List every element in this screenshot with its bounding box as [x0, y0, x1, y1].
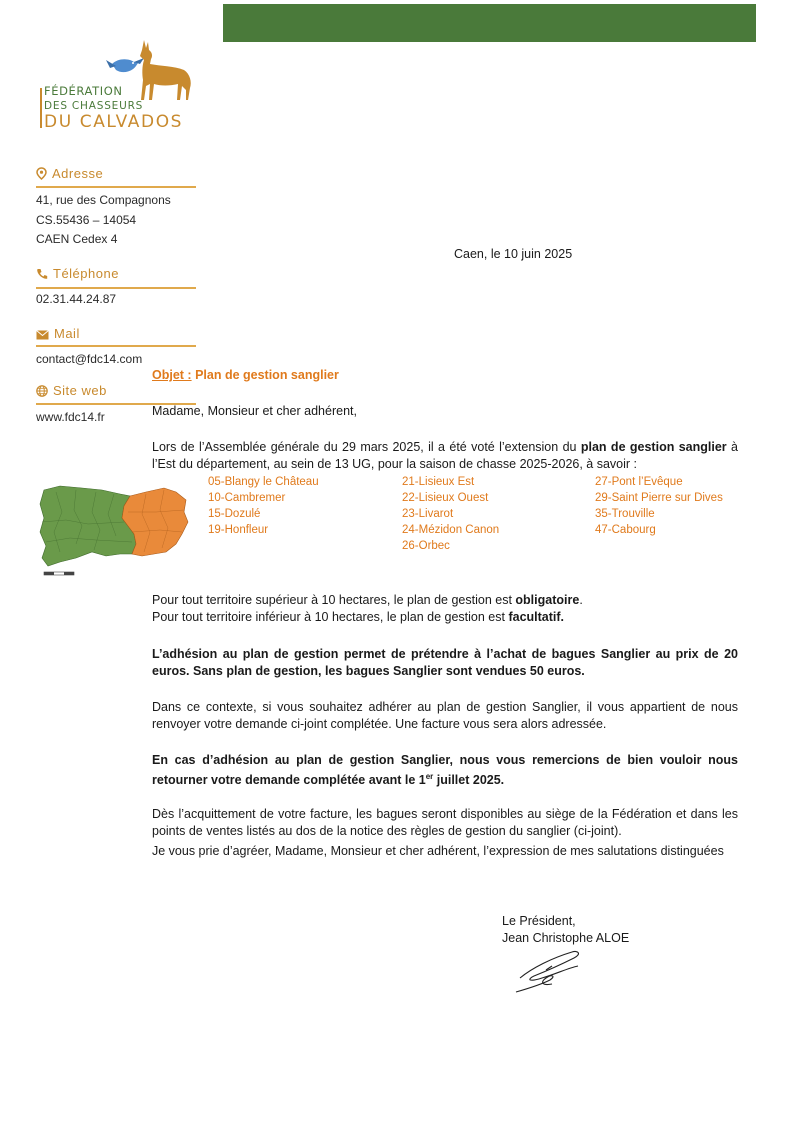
letter-date: Caen, le 10 juin 2025	[454, 247, 573, 261]
rule-over-end: .	[579, 593, 583, 607]
header-band	[223, 4, 756, 42]
signature-name: Jean Christophe ALOE	[502, 931, 630, 945]
signature-block	[502, 913, 629, 947]
rule-over-highlight: obligatoire	[515, 593, 580, 607]
address-heading	[36, 166, 103, 181]
ug-item: 22-Lisieux Ouest	[402, 492, 489, 504]
ug-item: 29-Saint Pierre sur Dives	[595, 492, 723, 504]
rule-under-text: Pour tout territoire inférieur à 10 hectares, le plan de gestion est	[152, 610, 509, 624]
logo-line-1: FÉDÉRATION	[44, 84, 123, 98]
ug-item: 21-Lisieux Est	[402, 476, 475, 488]
ug-column-2	[402, 474, 499, 554]
address-line-3: CAEN Cedex 4	[36, 232, 118, 246]
intro-text-1: Lors de l’Assemblée générale du 29 mars 2025, il a été voté l’extension du	[152, 440, 581, 454]
globe-icon	[36, 385, 48, 397]
ug-column-3	[595, 474, 723, 538]
letter-object	[152, 367, 738, 384]
logo-wordmark	[44, 86, 183, 131]
rule-under-10ha	[152, 609, 738, 626]
deadline-superscript: er	[425, 771, 434, 781]
mail-address[interactable]: contact@fdc14.com	[36, 352, 143, 366]
map-west-zone	[40, 486, 136, 566]
rule-over-10ha	[152, 592, 738, 609]
location-pin-icon	[36, 167, 47, 180]
ug-item: 24-Mézidon Canon	[402, 524, 500, 536]
envelope-icon	[36, 330, 49, 340]
address-block	[36, 191, 171, 250]
rule-over-text: Pour tout territoire supérieur à 10 hectares, le plan de gestion est	[152, 593, 516, 607]
ug-item: 27-Pont l’Evêque	[595, 476, 683, 488]
calvados-map	[36, 482, 196, 582]
bird-icon	[106, 58, 144, 72]
deadline-paragraph	[152, 752, 738, 788]
address-divider	[36, 186, 196, 188]
context-paragraph: Dans ce contexte, si vous souhaitez adhérer au plan de gestion Sanglier, il vous appartient de nous renvoyer votre demande ci-joint complétée. Une facture vous sera alors adressée.	[152, 700, 738, 731]
ug-item: 10-Cambremer	[208, 492, 286, 504]
logo-line-2: DES CHASSEURS	[44, 99, 144, 112]
phone-icon	[36, 268, 48, 280]
phone-heading-label: Téléphone	[53, 266, 119, 281]
price-paragraph: L’adhésion au plan de gestion permet de prétendre à l’achat de bagues Sanglier au prix de 20 euros. Sans plan de gestion, les bagues Sanglier sont vendues 50 euros.	[152, 647, 738, 678]
ug-item: 05-Blangy le Château	[208, 476, 319, 488]
deadline-text-1: En cas d’adhésion au plan de gestion Sanglier, nous vous remercions de bien vouloir nous retourner votre demande complétée avant le 1	[152, 753, 738, 787]
web-heading-label: Site web	[53, 383, 107, 398]
ug-item: 26-Orbec	[402, 540, 450, 552]
phone-heading	[36, 266, 119, 281]
mail-heading-label: Mail	[54, 326, 80, 341]
address-line-1: 41, rue des Compagnons	[36, 193, 171, 207]
ug-item: 47-Cabourg	[595, 524, 656, 536]
intro-text-2: à l’Est du département, au sein de 13 UG, pour la saison de chasse 2025-2026, à savoir :	[152, 440, 738, 471]
handwritten-signature	[512, 948, 602, 996]
website-url[interactable]: www.fdc14.fr	[36, 410, 105, 424]
address-line-2: CS.55436 – 14054	[36, 212, 137, 227]
rule-under-highlight: facultatif.	[508, 610, 565, 624]
web-heading	[36, 383, 107, 398]
phone-divider	[36, 287, 196, 289]
intro-paragraph	[152, 439, 738, 472]
ug-item: 23-Livarot	[402, 508, 454, 520]
object-text: Plan de gestion sanglier	[195, 368, 339, 382]
ug-column-1	[208, 474, 319, 538]
ug-item: 19-Honfleur	[208, 524, 269, 536]
logo-line-3: DU CALVADOS	[44, 112, 184, 132]
deadline-text-2: juillet 2025.	[433, 772, 505, 787]
intro-highlight: plan de gestion sanglier	[580, 440, 727, 454]
ug-item: 35-Trouville	[595, 508, 655, 520]
object-label: Objet :	[152, 368, 192, 382]
mail-divider	[36, 345, 196, 347]
signature-title: Le Président,	[502, 914, 576, 928]
mail-heading	[36, 326, 80, 341]
closing-formula: Je vous prie d’agréer, Madame, Monsieur et cher adhérent, l’expression de mes salutations distinguées	[152, 844, 724, 858]
logo-accent-bar	[40, 88, 42, 128]
closing-paragraph: Dès l’acquittement de votre facture, les bagues seront disponibles au siège de la Fédération et dans les points de ventes listés au dos de la notice des règles de gestion du sanglier (ci-joint).	[152, 807, 738, 838]
address-heading-label: Adresse	[52, 166, 104, 181]
ug-item: 15-Dozulé	[208, 508, 261, 520]
salutation: Madame, Monsieur et cher adhérent,	[152, 404, 357, 418]
phone-number: 02.31.44.24.87	[36, 292, 117, 306]
